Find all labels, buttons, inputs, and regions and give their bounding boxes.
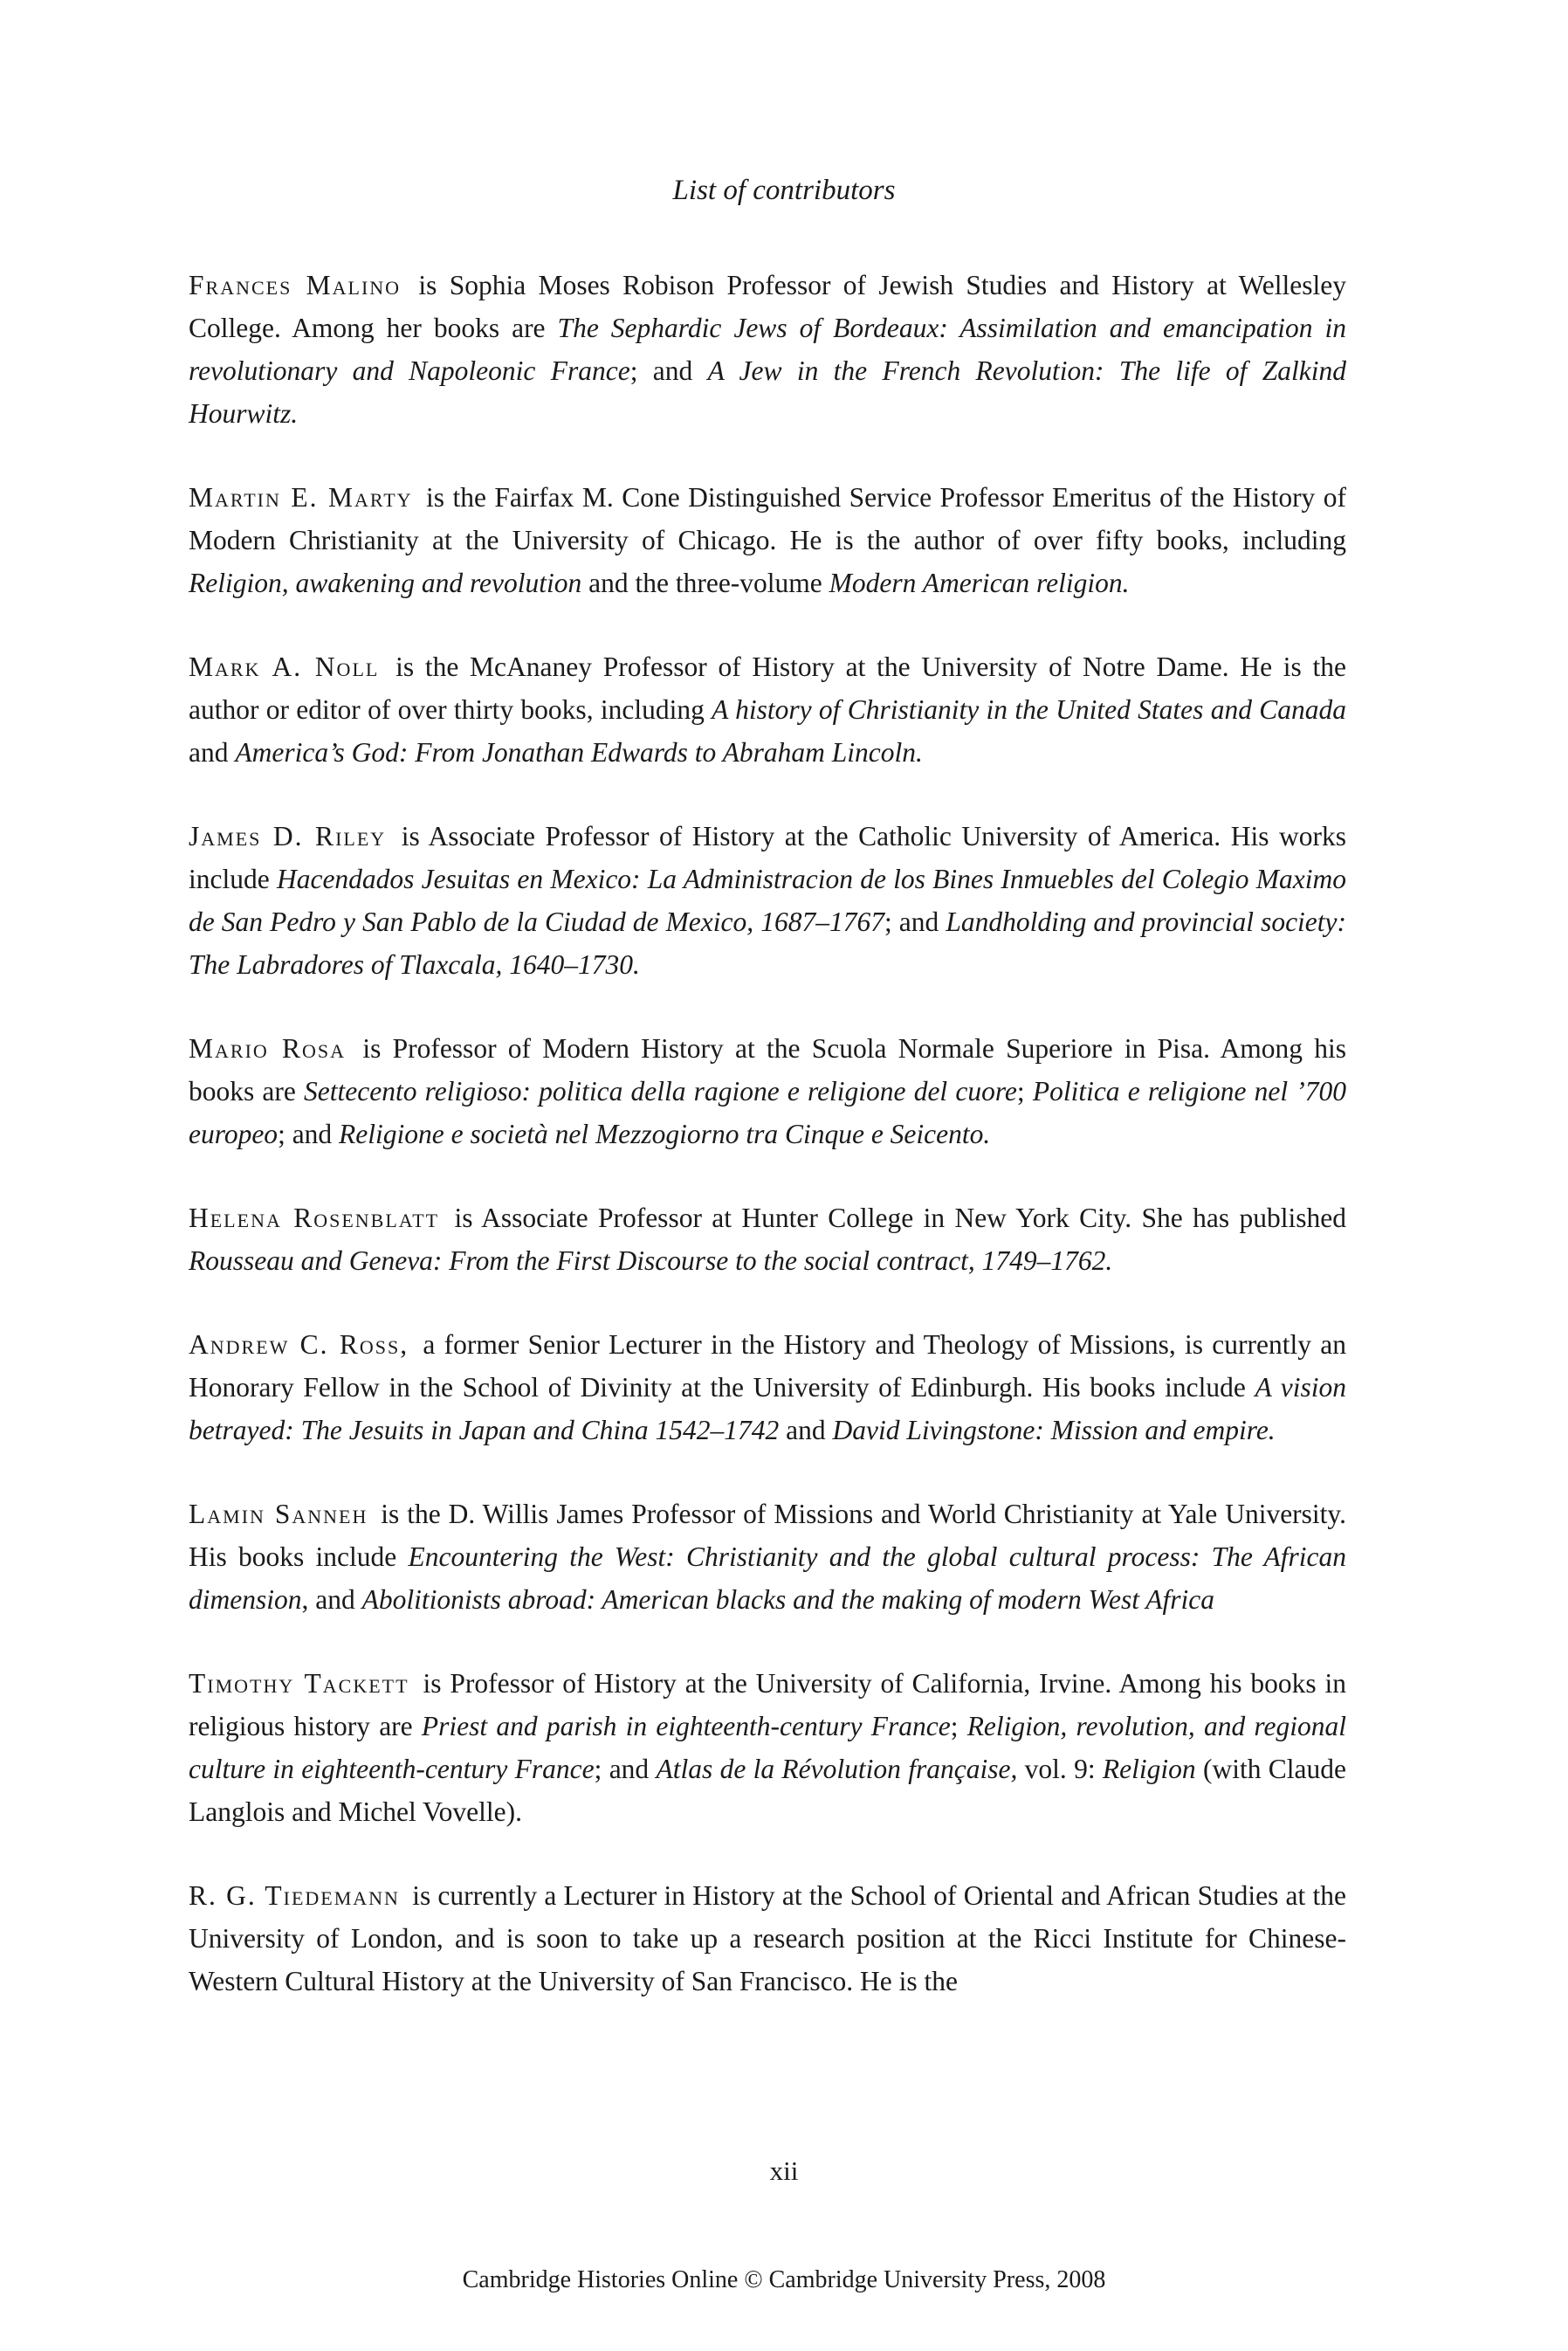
entry-text: , and (301, 1584, 362, 1615)
entry-text: ; and (884, 907, 946, 937)
contributor-entry-sanneh (189, 1493, 1346, 1621)
book-title: A Jew in the French Revolution: The life of Zalkind Hourwitz. (189, 355, 1346, 429)
contributor-name: Lamin Sanneh (189, 1499, 368, 1529)
contributor-entry-tiedemann (189, 1874, 1346, 2003)
contributor-entry-tackett (189, 1662, 1346, 1833)
book-title: Settecento religioso: politica della ragione e religione del cuore (304, 1076, 1017, 1107)
entry-text: is the D. Willis James Professor of Missions and World Christianity at Yale University. His books include (189, 1499, 1347, 1572)
book-title: David Livingstone: Mission and empire. (832, 1415, 1276, 1445)
book-title: Religion (1102, 1754, 1196, 1784)
entry-text: is Professor of Modern History at the Scuola Normale Superiore in Pisa. Among his books are (189, 1033, 1346, 1107)
book-title: Religion, revolution, and regional culture in eighteenth-century France (189, 1711, 1346, 1784)
contributor-entry-ross (189, 1323, 1346, 1451)
contributor-name: Helena Rosenblatt (189, 1203, 440, 1233)
contributor-entry-marty (189, 476, 1346, 604)
book-title: Rousseau and Geneva: From the First Discourse to the social contract, 1749–1762. (189, 1245, 1113, 1276)
entry-text: ; (1016, 1076, 1033, 1107)
book-title: The Sephardic Jews of Bordeaux: Assimilation and emancipation in revolutionary and Napoleonic France (189, 313, 1347, 386)
contributor-name: Andrew C. Ross, (189, 1329, 409, 1360)
entry-text: ; and (629, 355, 708, 386)
running-header: List of contributors (672, 175, 896, 206)
copyright-footer: Cambridge Histories Online © Cambridge University Press, 2008 (462, 2266, 1106, 2293)
contributor-entry-rosa (189, 1027, 1346, 1155)
contributor-name: Timothy Tackett (189, 1668, 409, 1699)
entry-text: is Sophia Moses Robison Professor of Jewish Studies and History at Wellesley College. Among her books are (189, 270, 1346, 343)
book-title: Encountering the West: Christianity and the global cultural process: The African dimension (189, 1541, 1346, 1615)
contributors-list (189, 264, 1346, 2044)
contributor-name: Martin E. Marty (189, 482, 413, 513)
book-title: Landholding and provincial society: The Labradores of Tlaxcala, 1640–1730. (189, 907, 1347, 980)
book-title: Atlas de la Révolution française, (656, 1754, 1018, 1784)
entry-text: and the three-volume (581, 568, 829, 598)
contributor-entry-riley (189, 815, 1346, 986)
entry-text: is Associate Professor at Hunter College in New York City. She has published (454, 1203, 1346, 1233)
entry-text: is Associate Professor of History at the Catholic University of America. His works include (189, 821, 1346, 894)
entry-text: is currently a Lecturer in History at the School of Oriental and African Studies at the University of London, and is soon to take up a research position at the Ricci Institute for Chinese-Western Cultural History at the University of San Francisco. He is the (189, 1880, 1347, 1996)
entry-text: is the McAnaney Professor of History at the University of Notre Dame. He is the author or editor of over thirty books, including (189, 652, 1347, 725)
contributor-name: R. G. Tiedemann (189, 1880, 400, 1911)
entry-text: is Professor of History at the University of California, Irvine. Among his books in religious history are (189, 1668, 1347, 1741)
book-title: Modern American religion. (829, 568, 1130, 598)
book-title: Politica e religione nel ’700 europeo (189, 1076, 1346, 1149)
entry-text: (with Claude Langlois and Michel Vovelle). (189, 1754, 1347, 1827)
book-title: Abolitionists abroad: American blacks and the making of modern West Africa (361, 1584, 1215, 1615)
contributor-name: Frances Malino (189, 270, 402, 300)
contributor-name: James D. Riley (189, 821, 387, 851)
book-title: Religione e società nel Mezzogiorno tra Cinque e Seicento. (339, 1119, 991, 1149)
book-title: Priest and parish in eighteenth-century France (421, 1711, 951, 1741)
contributor-entry-rosenblatt (189, 1196, 1346, 1282)
contributor-entry-noll (189, 645, 1346, 774)
book-title: A vision betrayed: The Jesuits in Japan and China 1542–1742 (189, 1372, 1347, 1445)
entry-text: and (189, 737, 236, 768)
entry-text: ; and (594, 1754, 657, 1784)
contributor-name: Mario Rosa (189, 1033, 347, 1064)
page-number: xii (769, 2155, 799, 2186)
book-title: A history of Christianity in the United States and Canada (712, 694, 1347, 725)
book-title: Religion, awakening and revolution (189, 568, 582, 598)
entry-text: ; (950, 1711, 967, 1741)
entry-text: and (779, 1415, 833, 1445)
book-title: America’s God: From Jonathan Edwards to Abraham Lincoln. (235, 737, 923, 768)
contributor-name: Mark A. Noll (189, 652, 380, 682)
entry-text: ; and (278, 1119, 340, 1149)
contributor-entry-malino (189, 264, 1346, 435)
entry-text: a former Senior Lecturer in the History and Theology of Missions, is currently an Honorary Fellow in the School of Divinity at the University of Edinburgh. His books include (189, 1329, 1347, 1403)
entry-text: vol. 9: (1017, 1754, 1103, 1784)
book-title: Hacendados Jesuitas en Mexico: La Administracion de los Bines Inmuebles del Colegio Maximo de San Pedro y San Pablo de la Ciudad de Mexico, 1687–1767 (189, 864, 1347, 937)
entry-text: is the Fairfax M. Cone Distinguished Service Professor Emeritus of the History of Modern Christianity at the University of Chicago. He is the author of over fifty books, including (189, 482, 1347, 555)
